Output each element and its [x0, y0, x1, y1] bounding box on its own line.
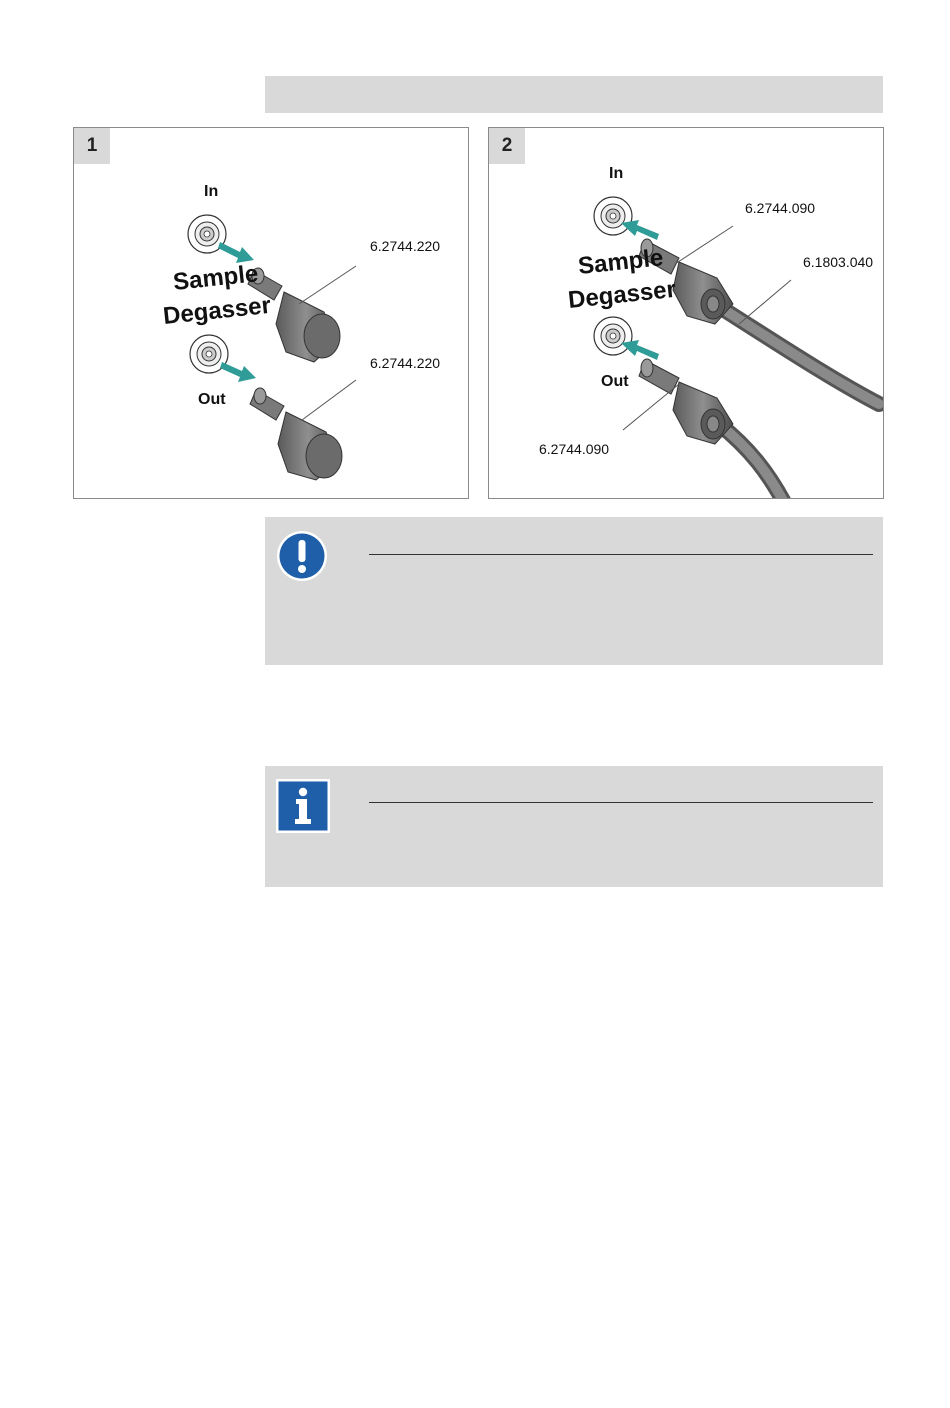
step-number-badge: 2 — [489, 128, 525, 164]
remove-arrow-icon — [218, 242, 254, 263]
exclamation-icon — [276, 530, 328, 582]
figure-2-illustration — [489, 128, 884, 499]
remove-arrow-icon — [220, 362, 256, 382]
out-port — [594, 317, 632, 355]
info-notice — [265, 766, 883, 887]
part-number-callout: 6.2744.220 — [370, 238, 441, 254]
part-number-callout: 6.2744.220 — [370, 355, 441, 371]
info-icon — [276, 779, 330, 833]
port-label-in: In — [204, 183, 219, 200]
figure-step-2 — [488, 127, 884, 499]
figure-1-illustration — [74, 128, 469, 499]
part-number-callout: 6.2744.090 — [745, 200, 816, 216]
port-label-in: In — [609, 165, 624, 182]
connector-plug-icon — [250, 388, 342, 480]
port-label-out: Out — [601, 373, 629, 390]
port-label-out: Out — [198, 391, 226, 408]
figure-step-1 — [73, 127, 469, 499]
notice-divider — [369, 554, 873, 555]
device-label-line1: Sample — [171, 260, 260, 296]
device-label-line2: Degasser — [161, 291, 273, 330]
device-label-line2: Degasser — [566, 275, 678, 314]
caution-notice — [265, 517, 883, 665]
connector-plug-icon — [639, 359, 733, 444]
in-port — [594, 197, 632, 235]
step-number-badge: 1 — [74, 128, 110, 164]
part-number-callout: 6.1803.040 — [803, 254, 874, 270]
device-label-line1: Sample — [576, 244, 665, 280]
notice-divider — [369, 802, 873, 803]
part-number-callout: 6.2744.090 — [539, 441, 610, 457]
header-bar — [265, 76, 883, 113]
